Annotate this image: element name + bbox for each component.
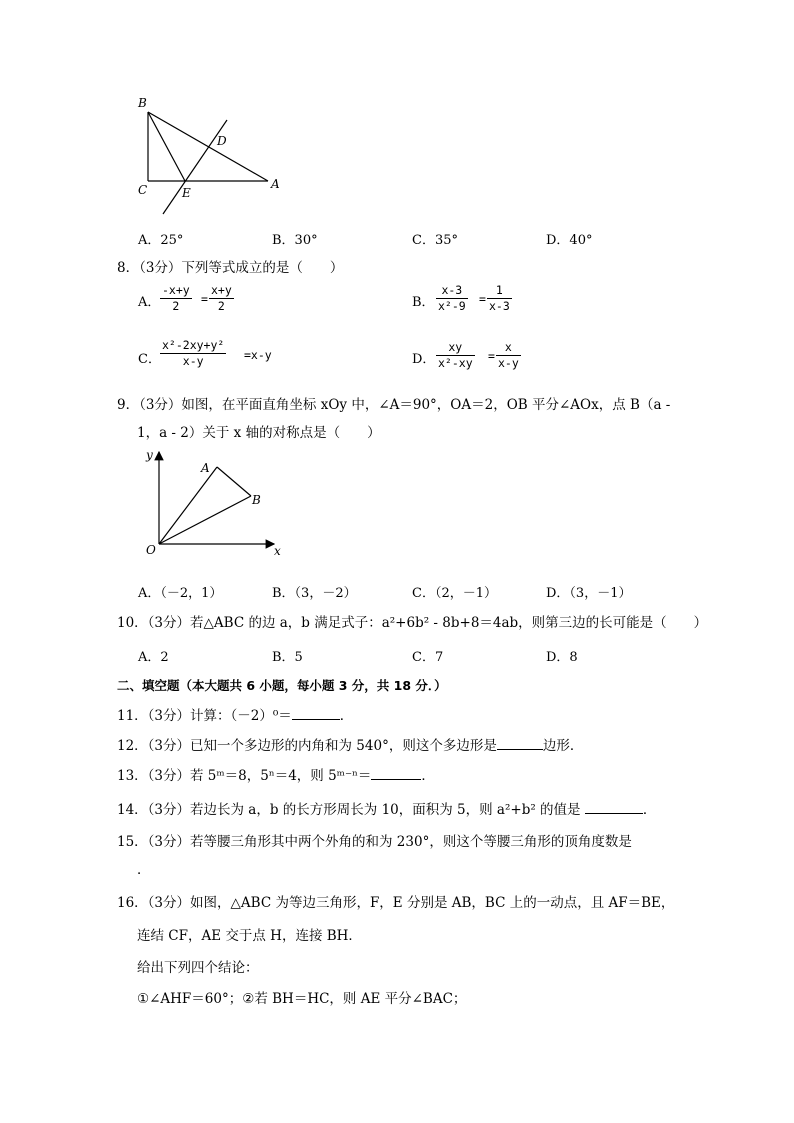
label-a: A [271,177,280,191]
label-y: y [146,448,153,462]
q8-c-den1: x-y [182,354,204,368]
q8-d-den2: x-y [498,356,519,370]
q11-end: ． [339,708,354,724]
q8-a-den2: 2 [217,299,225,313]
q13-end: ． [421,768,435,784]
label-e: E [182,186,191,200]
label-a: A [201,461,210,475]
label-d: D [217,134,227,148]
q14-answer-blank[interactable] [585,801,643,814]
triangle-figure-q7 [130,92,290,222]
q8-c-fraction [160,338,226,369]
section-heading-fill-in: 二、填空题（本大题共 6 小题，每小题 3 分，共 18 分．） [117,678,447,693]
q9-option-b[interactable]: B．（3，－2） [272,586,357,601]
q13-answer-blank[interactable] [371,767,421,780]
q7-option-b[interactable]: B．30° [272,233,318,248]
q10-option-d[interactable]: D．8 [546,650,578,665]
label-o: O [146,543,156,557]
q7-option-c[interactable]: C．35° [412,233,458,248]
q9-stem-line2: 1，a - 2）关于 x 轴的对称点是（ ） [137,425,381,441]
q16-line2: 连结 CF，AE 交于点 H，连接 BH． [137,928,362,944]
segment-oa [159,467,217,544]
q8-option-c-letter[interactable]: C． [138,352,161,367]
q12-text: 12．（3分）已知一个多边形的内角和为 540°，则这个多边形是 [117,738,497,754]
q7-option-a[interactable]: A．25° [138,233,184,248]
q8-d-num1: xy [436,340,475,356]
q10-option-c[interactable]: C．7 [412,650,444,665]
q11 [117,707,353,725]
q14-text: 14．（3分）若边长为 a，b 的长方形周长为 10，面积为 5，则 a²+b² 的值是 [117,802,585,818]
q12-answer-blank[interactable] [497,737,543,750]
q8-b-fraction-right [487,283,512,314]
q9-option-a[interactable]: A．（－2，1） [138,586,223,601]
q8-b-den2: x-3 [489,299,510,313]
q8-option-d-letter[interactable]: D． [412,352,436,367]
q8-d-fraction-right [496,340,521,371]
q8-a-num2: x+y [211,283,232,297]
q8-c-num1: x²-2xy+y² [162,338,225,352]
q8-b-num2: 1 [487,283,512,299]
q11-answer-blank[interactable] [292,707,340,720]
q8-a-fraction-left [160,283,192,314]
q8-b-num1: x-3 [436,283,468,299]
q8-option-a-letter[interactable]: A． [138,295,161,310]
q8-d-num2: x [496,340,521,356]
q13 [117,767,435,785]
q8-a-num1: -x+y [162,283,190,297]
q9-stem-line1: 9．（3分）如图，在平面直角坐标 xOy 中，∠A＝90°，OA＝2，OB 平分∠AOx，点 B（a - [117,397,671,413]
segment-ab [217,467,251,496]
q8-option-b-letter[interactable]: B． [412,295,435,310]
q8-b-equals: = [479,292,486,306]
q8-d-den1: x²-xy [438,356,473,370]
q10-option-b[interactable]: B．5 [272,650,303,665]
q8-c-rhs: =x-y [244,348,272,362]
q11-text: 11．（3分）计算：（－2）⁰＝ [117,708,292,724]
q13-text: 13．（3分）若 5ᵐ＝8，5ⁿ＝4，则 5ᵐ⁻ⁿ＝ [117,768,372,784]
q15-line1: 15．（3分）若等腰三角形其中两个外角的和为 230°，则这个等腰三角形的顶角度数是 [117,834,632,850]
q9-option-c[interactable]: C．（2，－1） [412,586,497,601]
q12 [117,737,583,755]
q14-end: ． [642,802,657,818]
q14 [117,801,656,819]
coordinate-figure-q9 [138,444,298,564]
label-b: B [252,493,261,507]
q8-b-fraction-left [436,283,468,314]
q8-a-fraction-right [209,283,234,314]
label-c: C [138,183,148,197]
q9-option-d[interactable]: D．（3，－1） [546,586,632,601]
q10-stem: 10．（3分）若△ABC 的边 a，b 满足式子：a²+6b² - 8b+8＝4ab，则第三边的长可能是（ ） [117,615,708,631]
label-b: B [138,96,147,110]
q15-line2: ． [137,862,151,878]
q7-option-d[interactable]: D．40° [546,233,593,248]
q16-line4: ①∠AHF＝60°；②若 BH＝HC，则 AE 平分∠BAC； [137,991,467,1007]
q8-d-equals: = [488,349,495,363]
q8-d-fraction-left [436,340,475,371]
q10-option-a[interactable]: A．2 [138,650,169,665]
q8-b-den1: x²-9 [438,299,466,313]
label-x: x [274,544,281,558]
q8-a-equals: = [201,292,208,306]
segment-ob [159,496,251,544]
q8-a-den1: 2 [172,299,180,313]
q12-end: 边形． [542,738,584,754]
q8-stem: 8．（3分）下列等式成立的是（ ） [117,260,344,276]
q16-line1: 16．（3分）如图，△ABC 为等边三角形，F，E 分别是 AB，BC 上的一动点，且 AF＝BE， [117,895,675,911]
q16-line3: 给出下列四个结论： [137,960,259,976]
